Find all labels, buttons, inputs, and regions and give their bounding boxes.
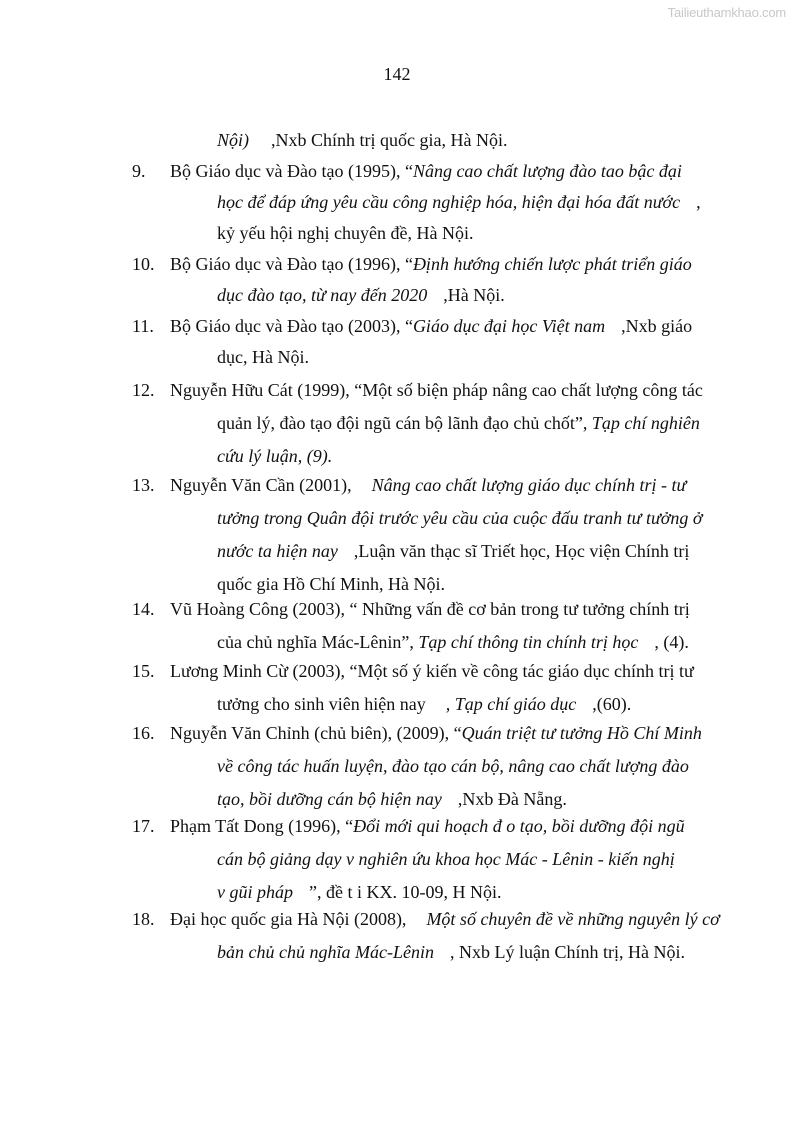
reference-text: Vũ Hoàng Công (2003), “ Những vấn đề cơ bản trong tư tưởng chính trị [170,599,690,619]
reference-line [217,693,631,715]
reference-number: 17. [132,816,155,836]
reference-line [170,315,692,337]
reference-text: Nguyễn Hữu Cát (1999), “Một số biện pháp nâng cao chất lượng công tác [170,380,703,400]
reference-text: kỷ yếu hội nghị chuyên đề, Hà Nội. [217,223,474,243]
reference-line [217,540,689,562]
reference-text: tưởng cho sinh viên hiện nay [217,694,426,714]
reference-text: quốc gia Hồ Chí Minh, Hà Nội. [217,574,445,594]
reference-line [217,941,685,963]
continuation-rest: ,Nxb Chính trị quốc gia, Hà Nội. [271,130,508,150]
reference-text: , (4). [654,632,689,652]
reference-text: ,Hà Nội. [443,285,505,305]
reference-text: Nguyễn Văn Cần (2001), [170,475,352,495]
reference-text: , Nxb Lý luận Chính trị, Hà Nội. [449,942,685,962]
reference-number: 14. [132,599,155,619]
reference-title-italic: v gũi pháp [217,882,293,902]
reference-number: 16. [132,723,155,743]
reference-text: ,Luận văn thạc sĩ Triết học, Học viện Chính trị [353,541,690,561]
reference-title-italic: Quán triệt tư tưởng Hồ Chí Minh [461,723,702,743]
reference-text: Lương Minh Cừ (2003), “Một số ý kiến về công tác giáo dục chính trị tư [170,661,694,681]
reference-title-italic: Tạp chí thông tin chính trị học [418,632,639,652]
reference-number: 11. [132,316,154,336]
continuation-line [217,129,508,151]
reference-text: quản lý, đào tạo đội ngũ cán bộ lãnh đạo chủ chốt”, [217,413,592,433]
reference-title-italic: học để đáp ứng yêu cầu công nghiệp hóa, hiện đại hóa đất nước [217,192,681,212]
reference-text: Bộ Giáo dục và Đào tạo (1996), “ [170,254,413,274]
reference-line [170,379,703,401]
reference-line [217,788,567,810]
reference-title-italic: Giáo dục đại học Việt nam [412,316,606,336]
reference-line [217,848,675,870]
reference-number: 9. [132,161,146,181]
reference-text: Bộ Giáo dục và Đào tạo (2003), “ [170,316,413,336]
reference-text: của chủ nghĩa Mác-Lênin”, [217,632,419,652]
reference-line [217,445,332,467]
reference-text: ,Nxb Đà Nẵng. [457,789,567,809]
reference-line [217,755,689,777]
reference-line [217,412,700,434]
reference-number: 10. [132,254,155,274]
reference-line [217,284,505,306]
reference-line [170,722,702,744]
reference-title-italic: Một số chuyên đề về những nguyên lý cơ [426,909,720,929]
reference-title-italic: bản chủ chủ nghĩa Mác-Lênin [217,942,434,962]
reference-line [217,346,309,368]
reference-line [170,660,694,682]
reference-line [217,222,473,244]
reference-number: 15. [132,661,155,681]
continuation-italic: Nội) [217,130,250,150]
reference-title-italic: Đổi mới qui hoạch đ o tạo, bồi dưỡng đội ngũ [353,816,685,836]
reference-number: 18. [132,909,155,929]
page-number: 142 [383,64,411,84]
reference-title-italic: Nâng cao chất lượng giáo dục chính trị - tư [371,475,687,495]
reference-title-italic: Nâng cao chất lượng đào tao bậc đại [412,161,682,181]
reference-line [170,253,692,275]
reference-text: dục, Hà Nội. [217,347,309,367]
reference-title-italic: Định hướng chiến lược phát triển giáo [412,254,692,274]
reference-line [217,191,701,213]
reference-title-italic: cán bộ giảng dạy v nghiên ứu khoa học Mác - Lênin - kiến nghị [217,849,675,869]
reference-title-italic: về công tác huấn luyện, đào tạo cán bộ, nâng cao chất lượng đào [217,756,689,776]
reference-line [170,160,682,182]
reference-line [217,573,445,595]
reference-line [170,908,720,930]
reference-text: Đại học quốc gia Hà Nội (2008), [170,909,407,929]
reference-text: ,Nxb giáo [621,316,693,336]
reference-line [170,474,686,496]
reference-text: ,(60). [592,694,632,714]
reference-line [170,598,690,620]
reference-line [170,815,685,837]
reference-line [217,507,702,529]
reference-text: Phạm Tất Dong (1996), “ [170,816,354,836]
reference-number: 12. [132,380,155,400]
reference-title-italic: tạo, bồi dưỡng cán bộ hiện nay [217,789,442,809]
watermark: Tailieuthamkhao.com [667,5,786,20]
reference-title-italic: cứu lý luận, (9). [217,446,333,466]
reference-text: ”, đề t i KX. 10-09, H Nội. [309,882,502,902]
reference-title-italic: tưởng trong Quân đội trước yêu cầu của cuộc đấu tranh tư tưởng ở [217,508,703,528]
reference-line [217,631,689,653]
reference-number: 13. [132,475,155,495]
reference-title-italic: , Tạp chí giáo dục [445,694,577,714]
reference-line [217,881,501,903]
reference-text: Nguyễn Văn Chỉnh (chủ biên), (2009), “ [170,723,462,743]
reference-title-italic: dục đào tạo, từ nay đến 2020 [217,285,428,305]
reference-title-italic: nước ta hiện nay [217,541,338,561]
reference-text: Bộ Giáo dục và Đào tạo (1995), “ [170,161,413,181]
reference-text: , [696,192,701,212]
reference-title-italic: Tạp chí nghiên [591,413,700,433]
